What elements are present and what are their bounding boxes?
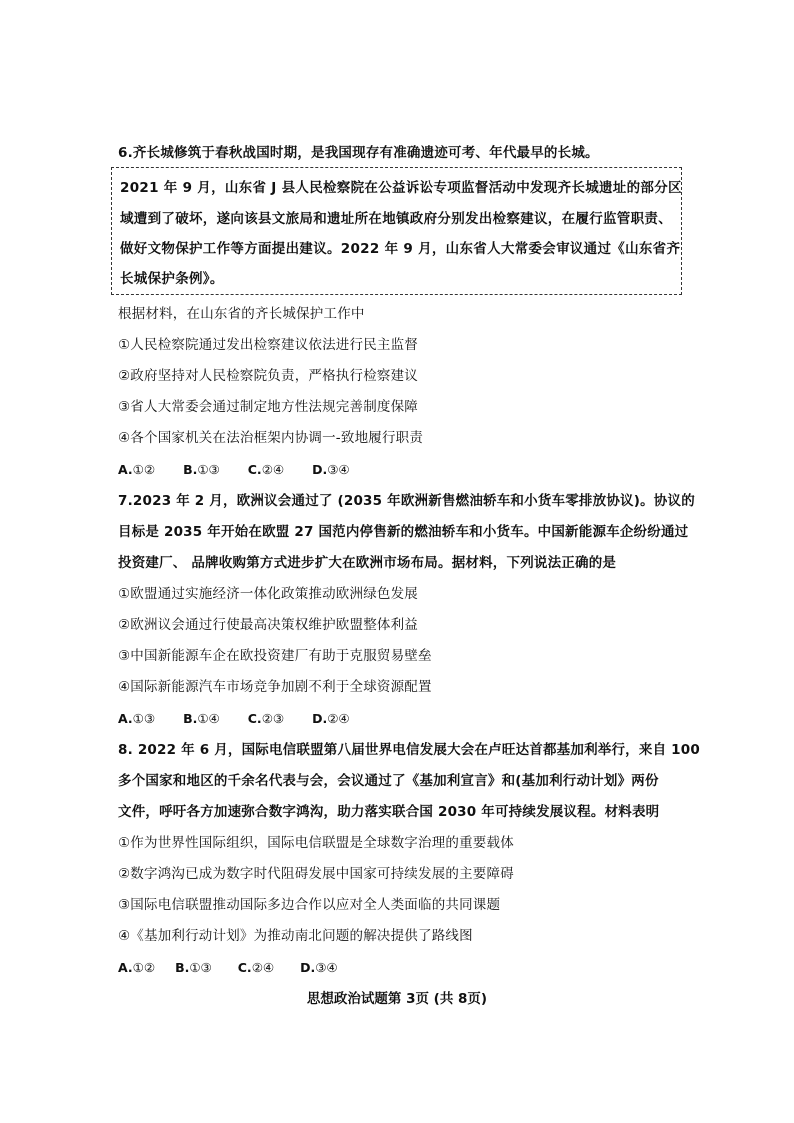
q6-option-d[interactable]: D.③④ [312, 462, 350, 477]
q6-option-c[interactable]: C.②④ [247, 462, 285, 477]
q7-item-2: ②欧洲议会通过行使最高决策权维护欧盟整体利益 [118, 617, 419, 633]
q6-item-3: ③省人大常委会通过制定地方性法规完善制度保障 [118, 399, 419, 415]
q6-stem: 6.齐长城修筑于春秋战国时期，是我国现存有准确遗迹可考、年代最早的长城。 [118, 145, 599, 161]
q6-material-box [111, 167, 682, 295]
q6-material-line: 2021 年 9 月，山东省 J 县人民检察院在公益诉讼专项监督活动中发现齐长城遗址的部分区 [120, 180, 682, 196]
q7-stem-line: 投资建厂、 品牌收购第方式进步扩大在欧洲市场布局。据材料，下列说法正确的是 [118, 555, 617, 571]
q8-option-b[interactable]: B.①③ [175, 960, 212, 975]
q8-item-4: ④《基加利行动计划》为推动南北问题的解决提供了路线图 [118, 928, 473, 944]
q7-item-4: ④国际新能源汽车市场竞争加剧不利于全球资源配置 [118, 679, 432, 695]
q6-item-1: ①人民检察院通过发出检察建议依法进行民主监督 [118, 337, 419, 353]
q7-stem-line: 7.2023 年 2 月，欧洲议会通过了 (2035 年欧洲新售燃油轿车和小货车零排放协议)。协议的 [118, 493, 695, 509]
q7-option-d[interactable]: D.②④ [312, 711, 350, 726]
q7-option-a[interactable]: A.①③ [118, 711, 156, 726]
q8-option-c[interactable]: C.②④ [237, 960, 275, 975]
q8-stem-line: 多个国家和地区的千余名代表与会，会议通过了《基加利宣言》和(基加利行动计划》两份 [118, 773, 659, 789]
q7-option-b[interactable]: B.①④ [183, 711, 220, 726]
q6-material-line: 域遭到了破坏，遂向该县文旅局和遗址所在地镇政府分别发出检察建议，在履行监管职责、 [120, 211, 672, 227]
q6-prompt: 根据材料，在山东省的齐长城保护工作中 [118, 306, 365, 322]
q8-option-a[interactable]: A.①② [118, 960, 156, 975]
q8-option-d[interactable]: D.③④ [300, 960, 338, 975]
q6-option-a[interactable]: A.①② [118, 462, 156, 477]
q7-stem-line: 目标是 2035 年开始在欧盟 27 国范内停售新的燃油轿车和小货车。中国新能源车企纷纷通过 [118, 524, 689, 540]
q7-option-c[interactable]: C.②③ [247, 711, 285, 726]
q8-stem-line: 文件，呼吁各方加速弥合数字鸿沟，助力落实联合国 2030 年可持续发展议程。材料表明 [118, 804, 660, 820]
q6-item-2: ②政府坚持对人民检察院负责，严格执行检察建议 [118, 368, 419, 384]
q6-material-line: 做好文物保护工作等方面提出建议。2022 年 9 月，山东省人大常委会审议通过《山东省齐 [120, 241, 681, 257]
q8-stem-line: 8. 2022 年 6 月，国际电信联盟第八届世界电信发展大会在卢旺达首都基加利举行，来自 100 [118, 742, 700, 758]
q8-item-3: ③国际电信联盟推动国际多边合作以应对全人类面临的共同课题 [118, 897, 501, 913]
q7-options [118, 709, 374, 729]
q7-item-3: ③中国新能源车企在欧投资建厂有助于克服贸易壁垒 [118, 648, 432, 664]
q8-item-2: ②数字鸿沟已成为数字时代阻碍发展中国家可持续发展的主要障碍 [118, 866, 514, 882]
q6-options [118, 460, 374, 480]
q6-material-line: 长城保护条例》。 [120, 271, 224, 287]
page-number-footer: 思想政治试题第 3页 (共 8页) [306, 991, 488, 1007]
q8-options [118, 958, 362, 978]
q6-option-b[interactable]: B.①③ [183, 462, 220, 477]
q8-item-1: ①作为世界性国际组织，国际电信联盟是全球数字治理的重要载体 [118, 835, 514, 851]
q6-item-4: ④各个国家机关在法治框架内协调一-致地履行职责 [118, 430, 424, 446]
q7-item-1: ①欧盟通过实施经济一体化政策推动欧洲绿色发展 [118, 586, 419, 602]
